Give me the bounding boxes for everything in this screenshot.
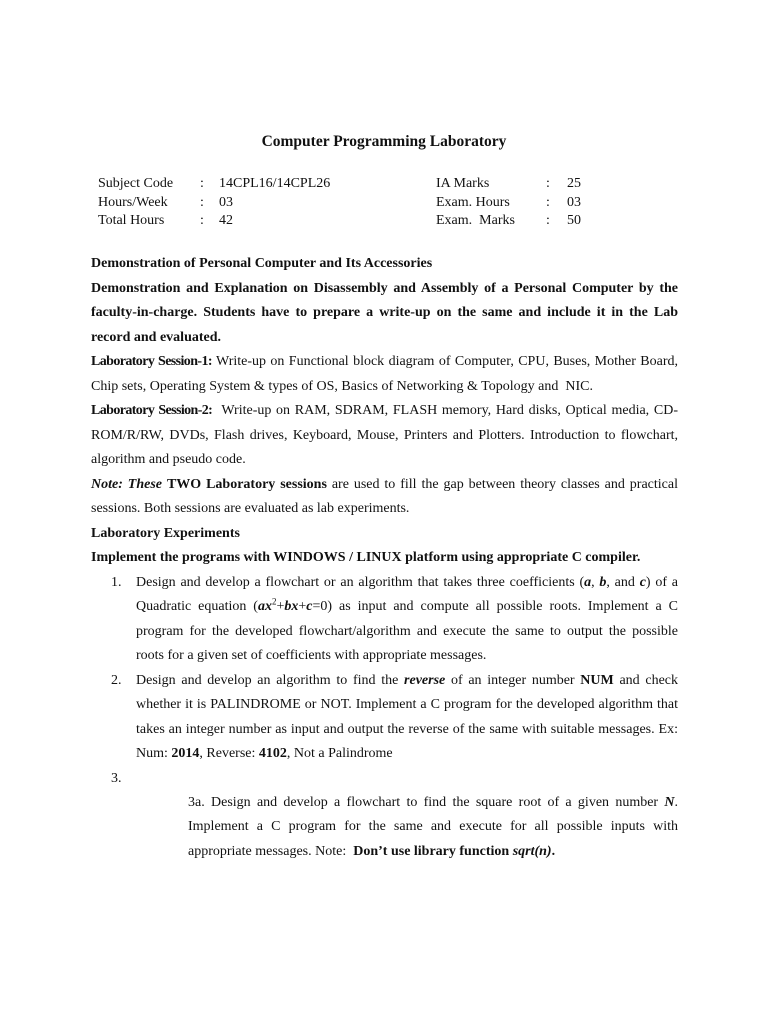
item-number: 3. xyxy=(111,770,122,786)
item-text: Design and develop a flowchart or an algorithm that takes three coefficients ( xyxy=(136,574,585,590)
coef-b: b xyxy=(599,574,607,590)
note-emphasis: Don’t use library function xyxy=(353,843,513,859)
item-number: 1. xyxy=(111,574,122,590)
demo-paragraph: Demonstration and Explanation on Disassembly and Assembly of a Personal Computer by the faculty-in-charge. Students have to prepare a write-up on the same and include it in the Lab record and evaluated. xyxy=(91,280,678,345)
meta-value: 03 xyxy=(567,194,581,210)
experiment-item-3 xyxy=(91,767,682,865)
equation-exponent: 2 xyxy=(271,596,277,607)
course-meta-right xyxy=(436,175,581,231)
page-title: Computer Programming Laboratory xyxy=(261,133,507,150)
meta-row-total-hours xyxy=(98,212,330,231)
item-text: , and xyxy=(606,574,640,590)
coef-a: a xyxy=(584,574,592,590)
number-n: N xyxy=(664,794,675,810)
experiments-intro: Implement the programs with WINDOWS / LINUX platform using appropriate C compiler. xyxy=(91,550,641,565)
item-text: . xyxy=(551,843,556,859)
lab-session-1 xyxy=(91,350,682,399)
item-text: , xyxy=(591,574,600,590)
meta-row-exam-marks xyxy=(436,212,581,231)
meta-row-exam-hours xyxy=(436,194,581,213)
session-label: Laboratory Session-2: xyxy=(91,403,213,418)
item-text: , Reverse: xyxy=(199,746,259,761)
meta-value: 25 xyxy=(567,176,581,191)
meta-value: 14CPL16/14CPL26 xyxy=(219,176,331,191)
meta-value: 03 xyxy=(219,194,233,210)
item-number: 2. xyxy=(111,672,122,688)
meta-label: Subject Code xyxy=(98,176,174,191)
meta-colon: : xyxy=(200,213,204,228)
example-number: 2014 xyxy=(171,746,200,761)
session-text: Write-up on RAM, SDRAM, FLASH memory, Hard disks, Optical media, CD-ROM/R/RW, DVDs, Flash drives, Keyboard, Mouse, Printers and Plotters. Introduction to flowchart, algorithm and pseudo code. xyxy=(91,403,682,467)
lab-session-2 xyxy=(91,399,682,473)
experiments-heading: Laboratory Experiments xyxy=(91,525,240,541)
coef-c: c xyxy=(639,574,646,590)
meta-row-subject-code xyxy=(98,175,330,194)
function-name: sqrt(n) xyxy=(512,843,552,859)
meta-value: 50 xyxy=(567,213,581,228)
experiment-list xyxy=(91,571,682,865)
course-meta-left xyxy=(98,175,330,231)
item-text: ) of a Quadratic equation ( xyxy=(136,574,678,614)
equation-ax: ax xyxy=(257,599,272,614)
equation-c: c xyxy=(306,599,313,614)
item-text: 3a. Design and develop a flowchart to find the square root of a given number xyxy=(188,794,665,810)
experiment-item-2 xyxy=(91,669,678,767)
experiment-item-1 xyxy=(91,571,678,669)
note-text: are used to fill the gap between theory classes and practical sessions. Both sessions are evaluated as lab experiments. xyxy=(91,476,678,516)
meta-label: Hours/Week xyxy=(98,194,168,210)
experiment-item-3a xyxy=(136,767,682,865)
session-text: Write-up on Functional block diagram of Computer, CPU, Buses, Mother Board, Chip sets, Operating System & types of OS, Basics of Networking & Topology and NIC. xyxy=(91,354,682,394)
item-text: + xyxy=(276,599,285,614)
item-text: + xyxy=(298,599,307,614)
demo-heading: Demonstration of Personal Computer and Its Accessories xyxy=(91,256,433,271)
session-label: Laboratory Session-1: xyxy=(91,354,212,369)
num-term: NUM xyxy=(580,672,614,688)
item-text: and check whether it is PALINDROME or NOT. Implement a C program for the developed algorithm that takes an integer number as input and output the reverse of the same with suitable messages. Ex: Num: xyxy=(136,672,679,761)
meta-row-hours-week xyxy=(98,194,330,213)
meta-colon: : xyxy=(546,213,550,228)
meta-colon: : xyxy=(200,194,204,210)
meta-label: IA Marks xyxy=(436,176,490,191)
meta-colon: : xyxy=(546,194,550,210)
meta-colon: : xyxy=(546,176,550,191)
note-emphasis: TWO Laboratory sessions xyxy=(166,476,327,492)
meta-colon: : xyxy=(200,176,204,191)
meta-row-ia-marks xyxy=(436,175,581,194)
meta-label: Exam. Marks xyxy=(436,213,515,228)
item-text: =0) as input and compute all possible roots. Implement a C program for the developed flowchart/algorithm and execute the same to output the possible roots for a given set of coefficients with appropriate messages. xyxy=(136,599,678,663)
item-text: of an integer number xyxy=(445,672,581,688)
item-text: Design and develop an algorithm to find the xyxy=(136,672,405,688)
meta-value: 42 xyxy=(219,213,233,228)
example-reverse: 4102 xyxy=(258,746,287,761)
meta-label: Total Hours xyxy=(98,213,165,228)
note-label: Note: These xyxy=(91,476,163,492)
item-text: . Implement a C program for the same and execute for all possible inputs with appropriate messages. Note: xyxy=(188,794,682,859)
reverse-term: reverse xyxy=(404,672,446,688)
item-text: , Not a Palindrome xyxy=(286,746,393,761)
equation-bx: bx xyxy=(284,599,299,614)
meta-label: Exam. Hours xyxy=(436,194,510,210)
note-paragraph xyxy=(91,473,678,522)
document-body xyxy=(91,252,682,864)
